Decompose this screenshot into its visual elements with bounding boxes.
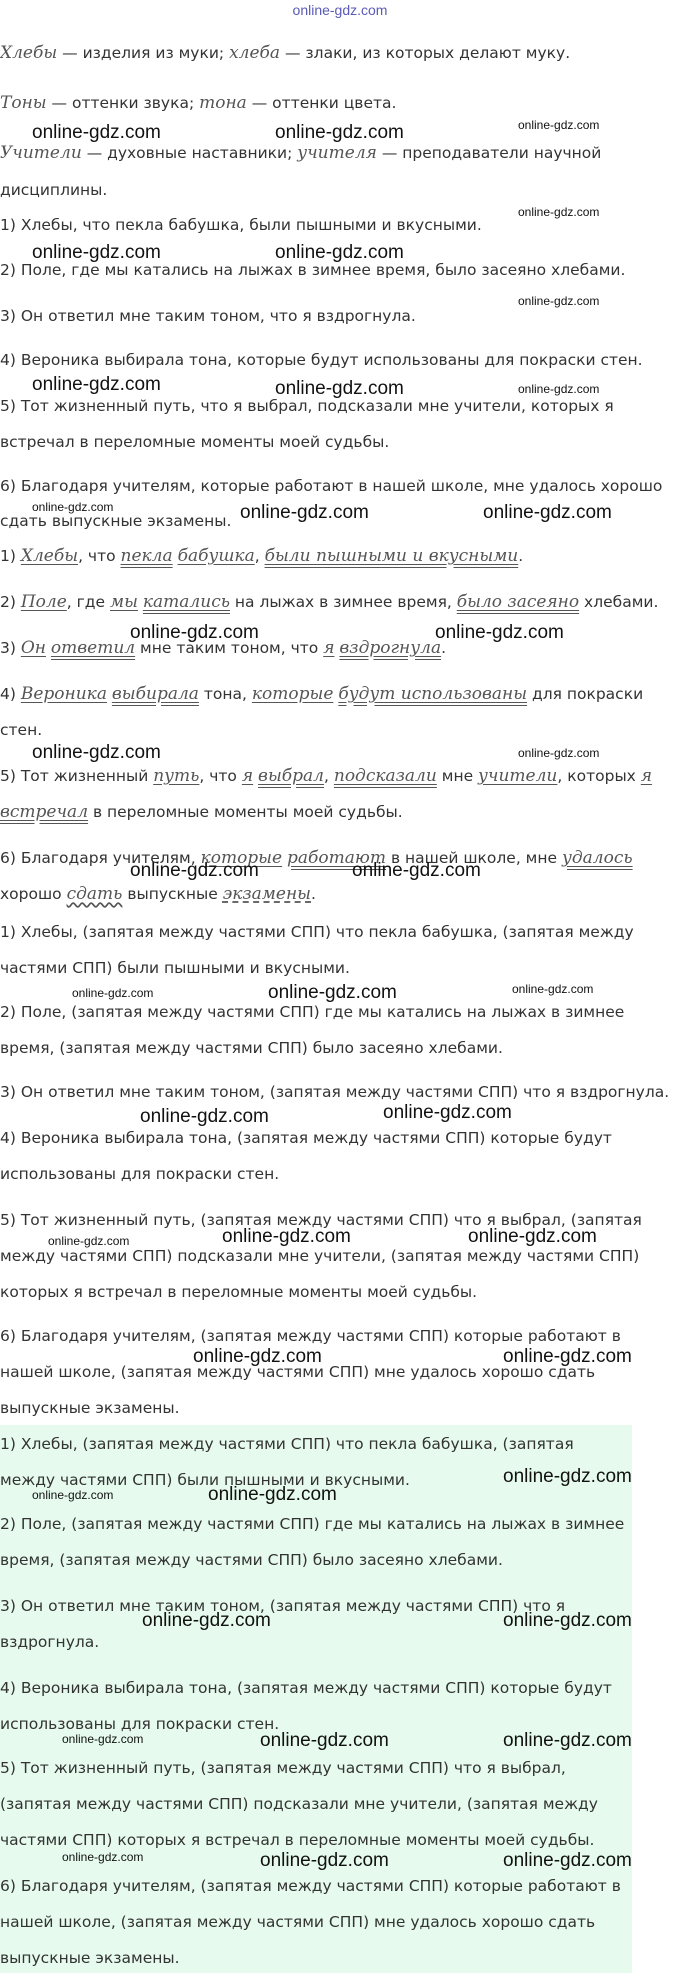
parsed-sentence-4-cont: стен. [0, 721, 43, 739]
answer-sentence-3-cont: вздрогнула. [0, 1633, 100, 1651]
top-watermark: online-gdz.com [292, 2, 388, 18]
watermark-text: online-gdz.com [32, 742, 161, 763]
watermark-text: online-gdz.com [435, 622, 564, 643]
watermark-text: online-gdz.com [503, 1466, 632, 1487]
answer-sentence-1: 1) Хлебы, (запятая между частями СПП) что пекла бабушка, (запятая [0, 1435, 574, 1453]
definition-3-cont: дисциплины. [0, 181, 108, 199]
answer-sentence-6-cont1: нашей школе, (запятая между частями СПП) мне удалось хорошо сдать [0, 1913, 596, 1931]
plain-sentence-5: 5) Тот жизненный путь, что я выбрал, подсказали мне учители, которых я [0, 397, 614, 415]
watermark-text: online-gdz.com [240, 502, 369, 523]
watermark-text: online-gdz.com [222, 1226, 351, 1247]
parsed-sentence-3: 3) Он ответил мне таким тоном, что я вздрогнула. [0, 638, 447, 658]
punct-sentence-2-cont: время, (запятая между частями СПП) было засеяно хлебами. [0, 1039, 503, 1057]
watermark-text: online-gdz.com [32, 242, 161, 263]
punct-sentence-5-cont2: которых я встречал в переломные моменты моей судьбы. [0, 1283, 478, 1301]
punct-sentence-5: 5) Тот жизненный путь, (запятая между частями СПП) что я выбрал, (запятая [0, 1211, 642, 1229]
watermark-text: online-gdz.com [275, 242, 404, 263]
watermark-text: online-gdz.com [72, 986, 154, 1000]
punct-sentence-1-cont: частями СПП) были пышными и вкусными. [0, 959, 350, 977]
watermark-text: online-gdz.com [48, 1234, 130, 1248]
plain-sentence-6-cont: сдать выпускные экзамены. [0, 512, 232, 530]
definition-1: Хлебы — изделия из муки; хлеба — злаки, из которых делают муку. [0, 43, 571, 63]
answer-sentence-4: 4) Вероника выбирала тона, (запятая между частями СПП) которые будут [0, 1679, 612, 1697]
plain-sentence-5-cont: встречал в переломные моменты моей судьбы. [0, 433, 390, 451]
parsed-sentence-5-cont: встречал в переломные моменты моей судьбы. [0, 802, 403, 822]
plain-sentence-4: 4) Вероника выбирала тона, которые будут использованы для покраски стен. [0, 351, 643, 369]
punct-sentence-6-cont2: выпускные экзамены. [0, 1399, 180, 1417]
watermark-text: online-gdz.com [275, 378, 404, 399]
watermark-text: online-gdz.com [503, 1850, 632, 1871]
watermark-text: online-gdz.com [193, 1346, 322, 1367]
answer-sentence-5-cont1: (запятая между частями СПП) подсказали мне учители, (запятая между [0, 1795, 598, 1813]
watermark-text: online-gdz.com [483, 502, 612, 523]
plain-sentence-3: 3) Он ответил мне таким тоном, что я вздрогнула. [0, 307, 416, 325]
answer-sentence-5-cont2: частями СПП) которых я встречал в переломные моменты моей судьбы. [0, 1831, 595, 1849]
answer-sentence-4-cont: использованы для покраски стен. [0, 1715, 280, 1733]
watermark-text: online-gdz.com [260, 1730, 389, 1751]
watermark-text: online-gdz.com [503, 1730, 632, 1751]
watermark-text: online-gdz.com [32, 374, 161, 395]
punct-sentence-6-cont1: нашей школе, (запятая между частями СПП) мне удалось хорошо сдать [0, 1363, 596, 1381]
watermark-text: online-gdz.com [62, 1732, 144, 1746]
answer-sentence-6-cont2: выпускные экзамены. [0, 1949, 180, 1967]
definition-2: Тоны — оттенки звука; тона — оттенки цвета. [0, 93, 397, 113]
watermark-text: online-gdz.com [62, 1850, 144, 1864]
watermark-text: online-gdz.com [352, 860, 481, 881]
punct-sentence-1: 1) Хлебы, (запятая между частями СПП) что пекла бабушка, (запятая между [0, 923, 634, 941]
watermark-text: online-gdz.com [383, 1102, 512, 1123]
watermark-text: online-gdz.com [503, 1610, 632, 1631]
parsed-sentence-4: 4) Вероника выбирала тона, которые будут использованы для покраски [0, 684, 644, 704]
punct-sentence-4-cont: использованы для покраски стен. [0, 1165, 280, 1183]
watermark-text: online-gdz.com [512, 982, 594, 996]
punct-sentence-4: 4) Вероника выбирала тона, (запятая между частями СПП) которые будут [0, 1129, 612, 1147]
parsed-sentence-5: 5) Тот жизненный путь, что я выбрал, подсказали мне учители, которых я [0, 766, 653, 786]
answer-sentence-2: 2) Поле, (запятая между частями СПП) где мы катались на лыжах в зимнее [0, 1515, 625, 1533]
watermark-text: online-gdz.com [32, 500, 114, 514]
punct-sentence-5-cont1: между частями СПП) подсказали мне учители, (запятая между частями СПП) [0, 1247, 640, 1265]
plain-sentence-1: 1) Хлебы, что пекла бабушка, были пышными и вкусными. [0, 216, 482, 234]
watermark-text: online-gdz.com [518, 382, 600, 396]
watermark-text: online-gdz.com [275, 122, 404, 143]
definition-3: Учители — духовные наставники; учителя — преподаватели научной [0, 143, 602, 163]
plain-sentence-2: 2) Поле, где мы катались на лыжах в зимнее время, было засеяно хлебами. [0, 261, 626, 279]
watermark-text: online-gdz.com [140, 1106, 269, 1127]
punct-sentence-2: 2) Поле, (запятая между частями СПП) где мы катались на лыжах в зимнее [0, 1003, 625, 1021]
parsed-sentence-1: 1) Хлебы, что пекла бабушка, были пышными и вкусными. [0, 546, 524, 566]
watermark-text: online-gdz.com [260, 1850, 389, 1871]
watermark-text: online-gdz.com [208, 1484, 337, 1505]
answer-sentence-1-cont: между частями СПП) были пышными и вкусными. [0, 1471, 410, 1489]
punct-sentence-3: 3) Он ответил мне таким тоном, (запятая между частями СПП) что я вздрогнула. [0, 1083, 670, 1101]
plain-sentence-6: 6) Благодаря учителям, которые работают в нашей школе, мне удалось хорошо [0, 477, 663, 495]
watermark-text: online-gdz.com [130, 860, 259, 881]
answer-sentence-2-cont: время, (запятая между частями СПП) было засеяно хлебами. [0, 1551, 503, 1569]
answer-sentence-3: 3) Он ответил мне таким тоном, (запятая между частями СПП) что я [0, 1597, 566, 1615]
watermark-text: online-gdz.com [518, 118, 600, 132]
watermark-text: online-gdz.com [142, 1610, 271, 1631]
watermark-text: online-gdz.com [32, 122, 161, 143]
parsed-sentence-2: 2) Поле, где мы катались на лыжах в зимнее время, было засеяно хлебами. [0, 592, 659, 612]
parsed-sentence-6-cont: хорошо сдать выпускные экзамены. [0, 884, 316, 904]
watermark-text: online-gdz.com [268, 982, 397, 1003]
watermark-text: online-gdz.com [32, 1488, 114, 1502]
parsed-sentence-6: 6) Благодаря учителям, которые работают в нашей школе, мне удалось [0, 848, 633, 868]
watermark-text: online-gdz.com [518, 746, 600, 760]
watermark-text: online-gdz.com [468, 1226, 597, 1247]
watermark-text: online-gdz.com [503, 1346, 632, 1367]
watermark-text: online-gdz.com [130, 622, 259, 643]
answer-sentence-6: 6) Благодаря учителям, (запятая между частями СПП) которые работают в [0, 1877, 621, 1895]
watermark-text: online-gdz.com [518, 294, 600, 308]
answer-sentence-5: 5) Тот жизненный путь, (запятая между частями СПП) что я выбрал, [0, 1759, 566, 1777]
punct-sentence-6: 6) Благодаря учителям, (запятая между частями СПП) которые работают в [0, 1327, 621, 1345]
watermark-text: online-gdz.com [518, 205, 600, 219]
